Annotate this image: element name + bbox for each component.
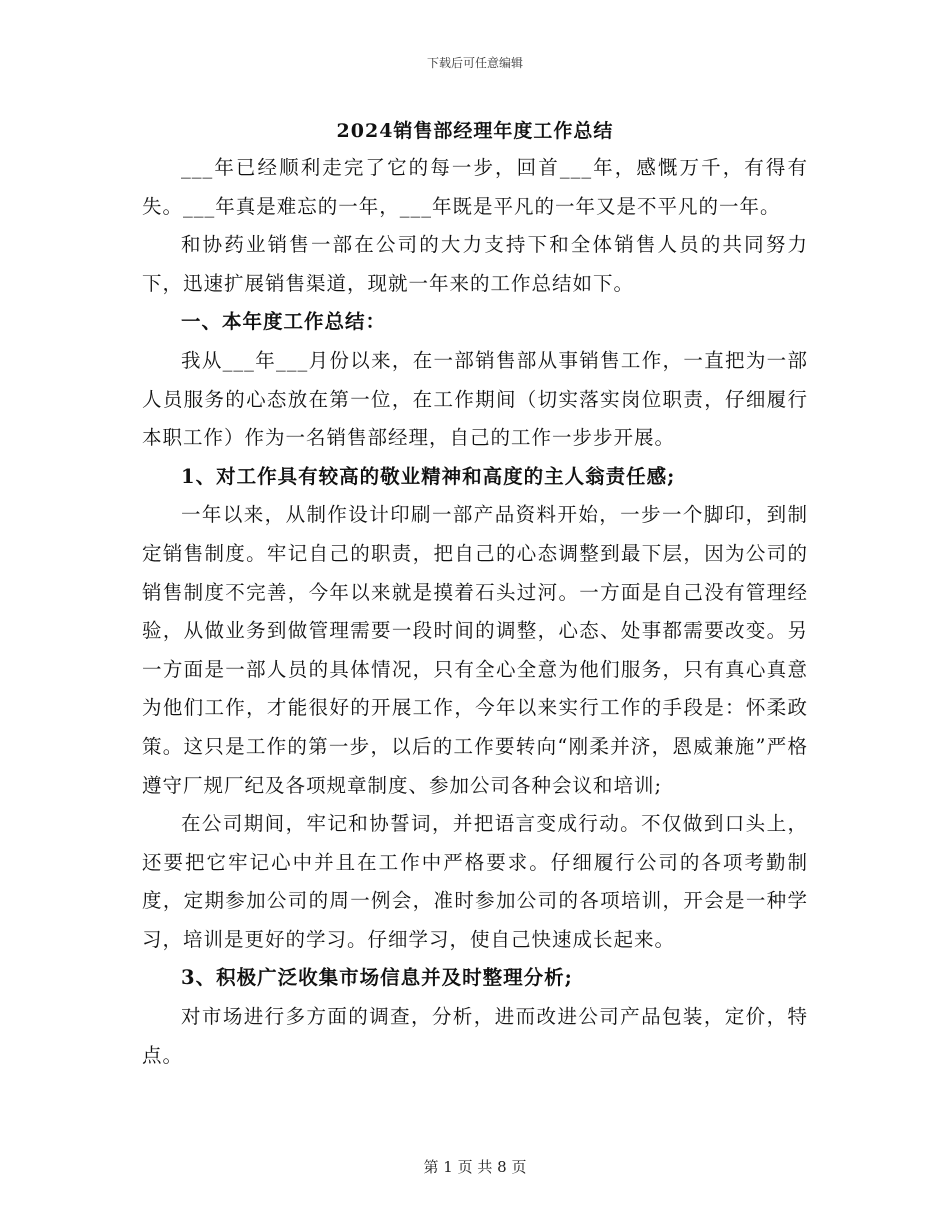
document-body xyxy=(142,149,808,1075)
subheading-market-info: 3、积极广泛收集市场信息并及时整理分析; xyxy=(181,966,573,990)
paragraph-dedication-detail: 一年以来，从制作设计印刷一部产品资料开始，一步一个脚印，到制定销售制度。牢记自己的职责，把自己的心态调整到最下层，因为公司的销售制度不完善，今年以来就是摸着石头过河。一方面是自己没有管理经验，从做业务到做管理需要一段时间的调整，心态、处事都需要改变。另一方面是一部人员的具体情况，只有全心全意为他们服务，只有真心真意为他们工作，才能很好的开展工作，今年以来实行工作的手段是：怀柔政策。这只是工作的第一步，以后的工作要转向“刚柔并济，恩威兼施”严格遵守厂规厂纪及各项规章制度、参加公司各种会议和培训; xyxy=(142,503,808,797)
document-title: 2024销售部经理年度工作总结 xyxy=(336,120,614,142)
subheading-dedication: 1、对工作具有较高的敬业精神和高度的主人翁责任感; xyxy=(181,464,676,488)
paragraph-company-pledge: 在公司期间，牢记和协誓词，并把语言变成行动。不仅做到口头上，还要把它牢记心中并且在工作中严格要求。仔细履行公司的各项考勤制度，定期参加公司的周一例会，准时参加公司的各项培训，开会是一种学习，培训是更好的学习。仔细学习，使自己快速成长起来。 xyxy=(142,812,808,951)
section-heading-annual-summary: 一、本年度工作总结： xyxy=(181,310,387,334)
page-header-note: 下载后可任意编辑 xyxy=(426,56,523,70)
paragraph-role: 我从___年___月份以来，在一部销售部从事销售工作，一直把为一部人员服务的心态放在第一位，在工作期间（切实落实岗位职责，仔细履行本职工作）作为一名销售部经理，自己的工作一步步开展。 xyxy=(142,348,808,450)
paragraph-intro: ___年已经顺利走完了它的每一步，回首___年，感慨万千，有得有失。___年真是难忘的一年，___年既是平凡的一年又是不平凡的一年。 xyxy=(142,156,808,218)
paragraph-overview: 和协药业销售一部在公司的大力支持下和全体销售人员的共同努力下，迅速扩展销售渠道，现就一年来的工作总结如下。 xyxy=(142,233,808,295)
page-number-footer: 第 1 页 共 8 页 xyxy=(423,1158,527,1176)
paragraph-market-research: 对市场进行多方面的调查，分析，进而改进公司产品包装，定价，特点。 xyxy=(142,1005,808,1067)
